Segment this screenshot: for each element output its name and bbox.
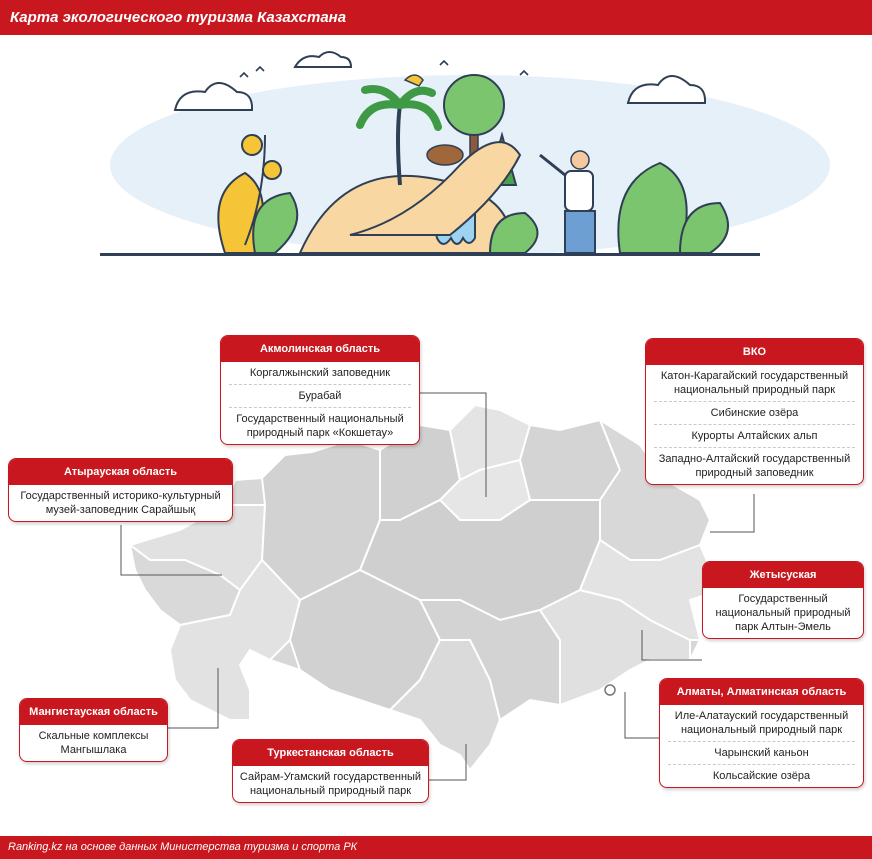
card-mangistau-title: Мангистауская область: [20, 699, 167, 725]
card-almaty: [659, 678, 864, 788]
source-text: Ranking.kz на основе данных Министерства туризма и спорта РК: [8, 841, 358, 853]
source-bar: [0, 836, 872, 859]
card-vko-item-2: Сибинские озёра: [710, 407, 799, 419]
card-zhetysu: [702, 561, 864, 639]
connector-almaty: [625, 692, 660, 738]
card-turkestan: [232, 739, 429, 803]
connector-vko: [710, 494, 754, 532]
card-atyrau-item-1: Государственный историко-культурный музей-заповедник Сарайшық: [20, 490, 221, 516]
card-vko: [645, 338, 864, 485]
card-akmola-title: Акмолинская область: [221, 336, 419, 362]
card-zhetysu-item-1: Государственный национальный природный парк Алтын-Эмель: [715, 593, 851, 633]
card-zhetysu-title: Жетысуская: [703, 562, 863, 588]
card-turkestan-item-1: Сайрам-Угамский государственный национальный природный парк: [239, 771, 422, 797]
card-akmola: [220, 335, 420, 445]
card-almaty-item-1: Иле-Алатауский государственный национальный природный парк: [674, 710, 849, 736]
card-akmola-item-3: Государственный национальный природный парк «Кокшетау»: [236, 413, 404, 439]
card-almaty-title: Алматы, Алматинская область: [660, 679, 863, 705]
card-vko-item-4: Западно-Алтайский государственный природный заповедник: [658, 453, 851, 479]
card-vko-item-1: Катон-Карагайский государственный национальный природный парк: [660, 370, 849, 396]
card-mangistau-item-1: Скальные комплексы Мангышлака: [38, 730, 149, 756]
card-turkestan-title: Туркестанская область: [233, 740, 428, 766]
card-mangistau: [19, 698, 168, 762]
card-almaty-item-3: Кольсайские озёра: [712, 770, 811, 782]
card-vko-title: ВКО: [646, 339, 863, 365]
card-almaty-item-2: Чарынский каньон: [714, 747, 809, 759]
card-atyrau-title: Атырауская область: [9, 459, 232, 485]
card-akmola-item-1: Коргалжынский заповедник: [249, 367, 391, 379]
card-atyrau: [8, 458, 233, 522]
page-title: Карта экологического туризма Казахстана: [10, 9, 347, 26]
card-vko-item-3: Курорты Алтайских альп: [691, 430, 818, 442]
card-akmola-item-2: Бурабай: [298, 390, 342, 402]
almaty-city-marker: [605, 685, 615, 695]
